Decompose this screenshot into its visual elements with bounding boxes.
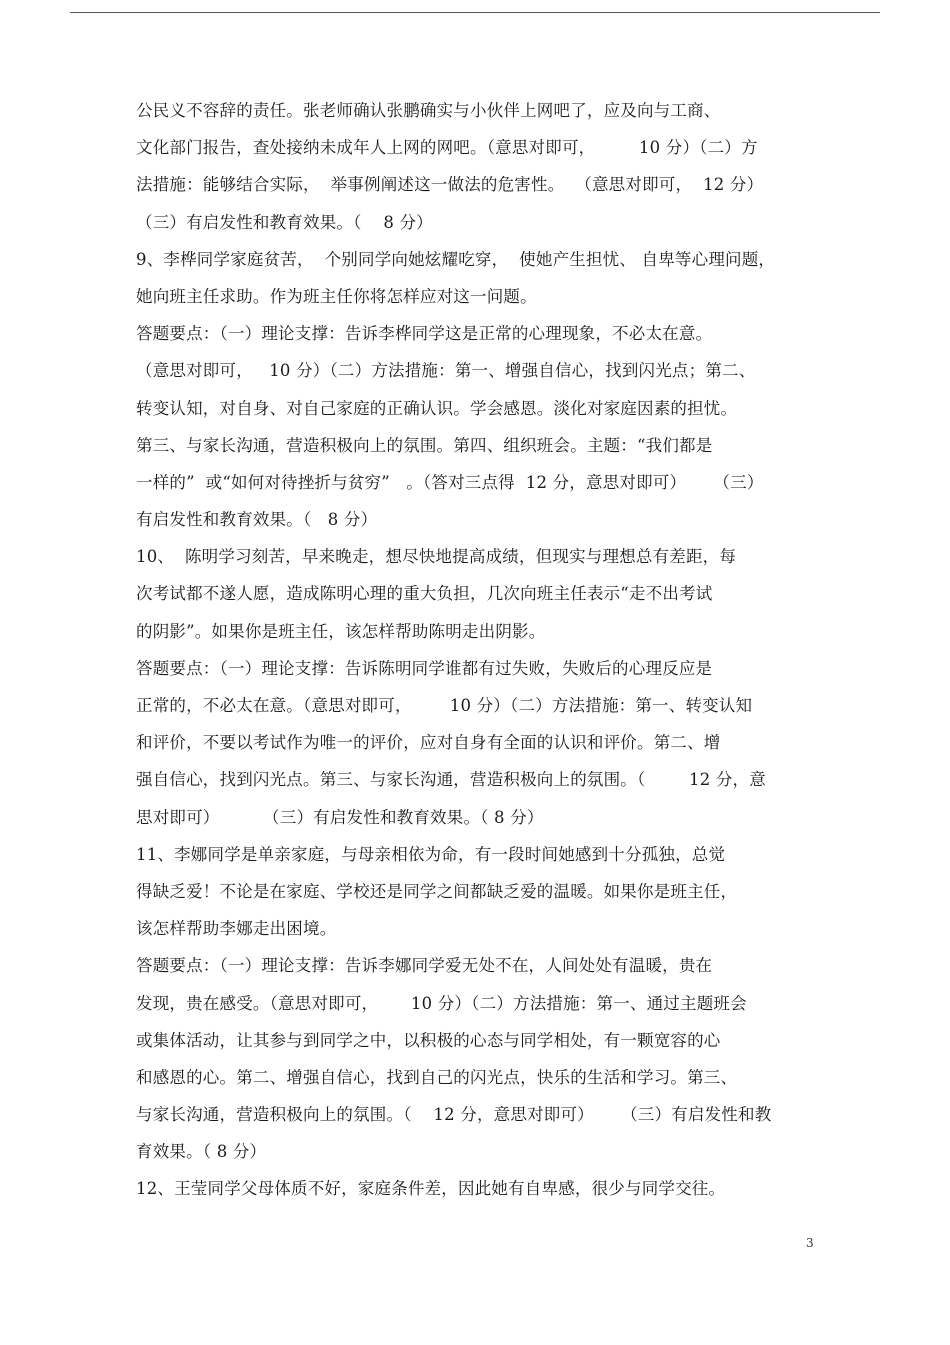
text-line: 她向班主任求助。作为班主任你将怎样应对这一问题。 <box>136 286 537 306</box>
text-line: 的阴影”。如果你是班主任，该怎样帮助陈明走出阴影。 <box>136 621 546 641</box>
page-number: 3 <box>806 1236 814 1250</box>
text-line: 正常的，不必太在意。（意思对即可， 10 分）（二）方法措施：第一、转变认知 <box>136 696 753 715</box>
text-line: 9、李桦同学家庭贫苦， 个别同学向她炫耀吃穿， 使她产生担忧、 自卑等心理问题， <box>136 249 776 269</box>
text-line: （意思对即可， 10 分）（二）方法措施：第一、增强自信心，找到闪光点；第二、 <box>136 361 756 381</box>
document-body <box>136 92 826 1208</box>
text-line: 或集体活动，让其参与到同学之中，以积极的心态与同学相处，有一颗宽容的心 <box>136 1030 721 1050</box>
text-line: 答题要点：（一）理论支撑：告诉陈明同学谁都有过失败，失败后的心理反应是 <box>136 658 713 678</box>
text-line: 和感恩的心。第二、增强自信心，找到自己的闪光点，快乐的生活和学习。第三、 <box>136 1067 738 1087</box>
text-line: 第三、与家长沟通，营造积极向上的氛围。第四、组织班会。主题：“我们都是 <box>136 435 713 455</box>
text-line: （三）有启发性和教育效果。（ 8 分） <box>136 212 433 232</box>
text-line: 次考试都不遂人愿，造成陈明心理的重大负担，几次向班主任表示“走不出考试 <box>136 584 713 604</box>
text-line: 文化部门报告，查处接纳未成年人上网的网吧。（意思对即可， 10 分）（二）方 <box>136 138 758 158</box>
text-line: 该怎样帮助李娜走出困境。 <box>136 919 337 939</box>
text-line: 一样的” 或“如何对待挫折与贫穷” 。（答对三点得 12 分，意思对即可） （三） <box>136 472 764 492</box>
text-line: 法措施：能够结合实际， 举事例阐述这一做法的危害性。 （意思对即可， 12 分） <box>136 175 764 195</box>
text-line: 答题要点：（一）理论支撑：告诉李桦同学这是正常的心理现象，不必太在意。 <box>136 324 713 344</box>
text-line: 和评价，不要以考试作为唯一的评价，应对自身有全面的认识和评价。第二、增 <box>136 733 721 753</box>
text-line: 强自信心，找到闪光点。第三、与家长沟通，营造积极向上的氛围。（ 12 分，意 <box>136 770 766 790</box>
text-line: 公民义不容辞的责任。张老师确认张鹏确实与小伙伴上网吧了，应及向与工商、 <box>136 101 721 120</box>
header-rule <box>70 12 880 13</box>
text-line: 转变认知，对自身、对自己家庭的正确认识。学会感恩。淡化对家庭因素的担忧。 <box>136 398 738 418</box>
text-line: 有启发性和教育效果。（ 8 分） <box>136 510 378 530</box>
text-line: 思对即可） （三）有启发性和教育效果。（ 8 分） <box>136 807 544 827</box>
text-line: 发现，贵在感受。（意思对即可， 10 分）（二）方法措施：第一、通过主题班会 <box>136 993 747 1013</box>
text-line: 育效果。（ 8 分） <box>136 1142 267 1162</box>
text-line: 11、李娜同学是单亲家庭，与母亲相依为命，有一段时间她感到十分孤独，总觉 <box>136 844 726 864</box>
text-line: 得缺乏爱！不论是在家庭、学校还是同学之间都缺乏爱的温暖。如果你是班主任， <box>136 881 738 901</box>
text-line: 答题要点：（一）理论支撑：告诉李娜同学爱无处不在，人间处处有温暖，贵在 <box>136 956 713 976</box>
text-line: 与家长沟通，营造积极向上的氛围。（ 12 分，意思对即可） （三）有启发性和教 <box>136 1105 772 1125</box>
text-line: 10、 陈明学习刻苦，早来晚走，想尽快地提高成绩，但现实与理想总有差距，每 <box>136 547 737 567</box>
text-line: 12、王莹同学父母体质不好，家庭条件差，因此她有自卑感，很少与同学交往。 <box>136 1179 726 1199</box>
